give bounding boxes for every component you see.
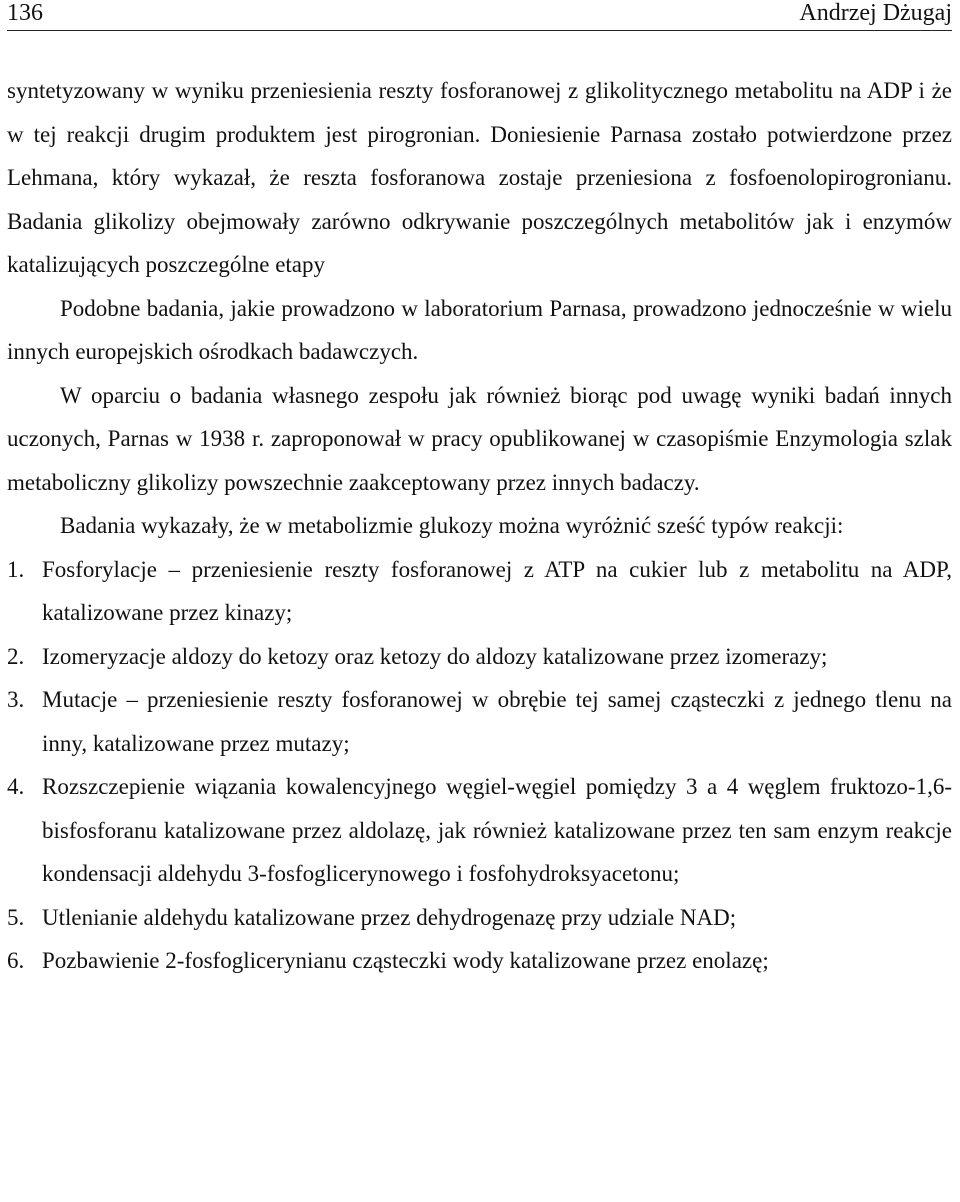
- reaction-types-list: [7, 548, 952, 983]
- list-item: [7, 548, 952, 635]
- paragraph: syntetyzowany w wyniku przeniesienia reszty fosforanowej z glikolitycznego metabolitu na ADP i że w tej reakcji drugim produktem jest pirogronian. Doniesienie Parnasa zostało potwierdzone przez Lehmana, który wykazał, że reszta fosforanowa zostaje przeniesiona z fosfoenolopirogronianu. Badania glikolizy obejmowały zarówno odkrywanie poszczególnych metabolitów jak i enzymów katalizujących poszczególne etapy: [7, 78, 952, 277]
- list-item: [7, 896, 952, 940]
- list-number: 3.: [7, 687, 25, 712]
- running-head: [7, 0, 952, 31]
- list-item: [7, 765, 952, 896]
- list-text: Mutacje – przeniesienie reszty fosforanowej w obrębie tej samej cząsteczki z jednego tlenu na inny, katalizowane przez mutazy;: [42, 687, 952, 756]
- list-text: Fosforylacje – przeniesienie reszty fosforanowej z ATP na cukier lub z metabolitu na ADP, katalizowane przez kinazy;: [42, 556, 952, 625]
- body-text: [7, 69, 952, 983]
- list-text: Utlenianie aldehydu katalizowane przez dehydrogenazę przy udziale NAD;: [42, 904, 737, 930]
- list-number: 6.: [7, 948, 25, 973]
- page-number: 136: [7, 0, 43, 26]
- list-number: 5.: [7, 904, 25, 930]
- list-number: 1.: [7, 556, 25, 582]
- list-text: Rozszczepienie wiązania kowalencyjnego węgiel-węgiel pomiędzy 3 a 4 węglem fruktozo-1,6-bisfosforanu katalizowane przez aldolazę, jak również katalizowane przez ten sam enzym reakcje kondensacji aldehydu 3-fosfoglicerynowego i fosfohydroksyacetonu;: [42, 774, 952, 886]
- list-item: [7, 635, 952, 679]
- paragraph: Badania wykazały, że w metabolizmie glukozy można wyróżnić sześć typów reakcji:: [60, 513, 844, 538]
- author-name: Andrzej Dżugaj: [799, 0, 952, 26]
- list-item: [7, 678, 952, 765]
- list-number: 2.: [7, 643, 25, 669]
- paragraph: W oparciu o badania własnego zespołu jak również biorąc pod uwagę wyniki badań innych uczonych, Parnas w 1938 r. zaproponował w pracy opublikowanej w czasopiśmie Enzymologia szlak metaboliczny glikolizy powszechnie zaakceptowany przez innych badaczy.: [7, 382, 952, 495]
- paragraph: Podobne badania, jakie prowadzono w laboratorium Parnasa, prowadzono jednocześnie w wielu innych europejskich ośrodkach badawczych.: [7, 295, 952, 364]
- list-text: Pozbawienie 2-fosfoglicerynianu cząsteczki wody katalizowane przez enolazę;: [42, 948, 769, 973]
- list-item: [7, 939, 952, 983]
- list-number: 4.: [7, 774, 25, 799]
- list-text: Izomeryzacje aldozy do ketozy oraz ketozy do aldozy katalizowane przez izomerazy;: [42, 643, 828, 669]
